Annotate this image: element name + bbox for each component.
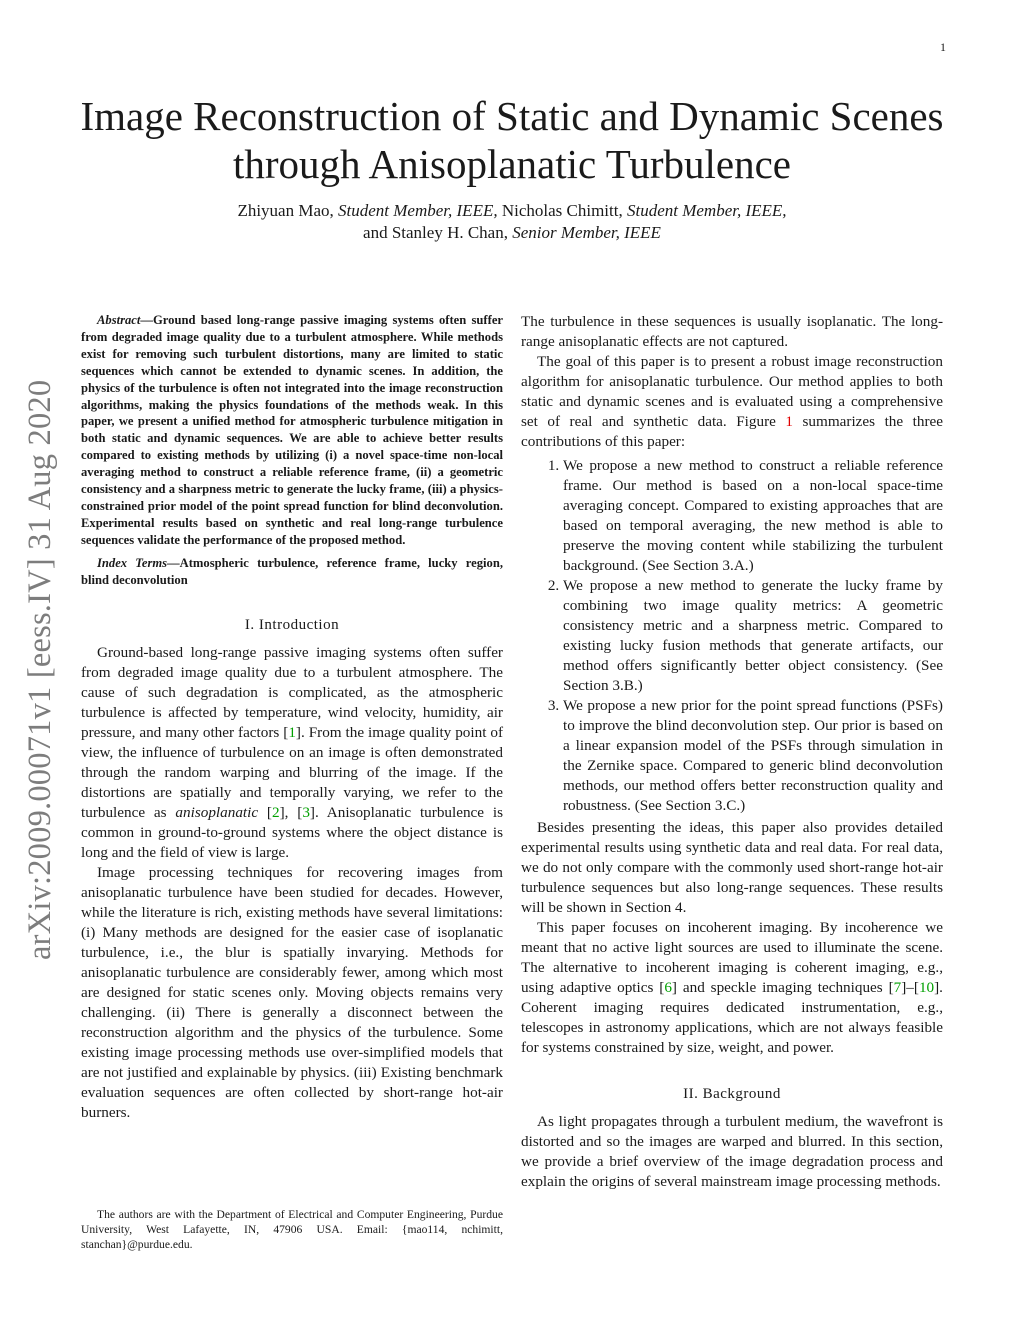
index-terms (81, 555, 503, 589)
intro-paragraph-4 (521, 352, 943, 452)
author-block (80, 200, 944, 244)
contribution-item: 2. We propose a new method to generate the lucky frame by combining two image quality metrics: A geometric consistency metric and a sharpness metric. Compared to existing lucky fusion methods that generate artifacts, our method offers significantly better object consistency. (See Section 3.B.) (563, 576, 943, 696)
emphasis: anisoplanatic (175, 803, 259, 821)
citation-link[interactable]: 10 (918, 979, 935, 996)
citation-link[interactable]: 7 (893, 979, 902, 996)
abstract (81, 312, 503, 549)
right-column (521, 312, 943, 1192)
author-line-2 (80, 222, 944, 244)
text-run: ]–[ (901, 979, 919, 996)
intro-paragraph-1 (81, 643, 503, 863)
author-footnote: The authors are with the Department of Electrical and Computer Engineering, Purdue University, West Lafayette, IN, 47906 USA. Email: {mao114, nchimitt, stanchan}@purdue.edu. (81, 1208, 503, 1251)
left-column (81, 312, 503, 1123)
citation-link[interactable]: 3 (302, 803, 310, 821)
figure-link[interactable]: 1 (785, 413, 793, 430)
text-run: ]. Coherent imaging requires dedicated instrumentation, e.g., telescopes in astronomy applications, which are not always feasible for systems constrained by size, weight, and power. (521, 979, 943, 1056)
text-run: ]. Anisoplanatic turbulence is common in ground-to-ground systems where the object distance is long and the field of view is large. (81, 803, 503, 861)
paper-title: Image Reconstruction of Static and Dynamic Scenes through Anisoplanatic Turbulence (80, 93, 944, 187)
index-terms-label: Index Terms (97, 555, 168, 570)
arxiv-stamp: arXiv:2009.00071v1 [eess.IV] 31 Aug 2020 (22, 379, 58, 960)
abstract-text: —Ground based long-range passive imaging systems often suffer from degraded image quality due to a turbulent atmosphere. While methods exist for removing such turbulent distortions, many are limited to static sequences which cannot be extended to dynamic scenes. In addition, the physics of the turbulence is often not integrated into the image reconstruction algorithms, making the physics foundations of the methods weak. In this paper, we present a unified method for atmospheric turbulence mitigation in both static and dynamic sequences. We are able to achieve better results compared to existing methods by utilizing (i) a novel space-time non-local averaging method to construct a reliable reference frame, (ii) a geometric consistency and a sharpness metric to generate the lucky frame, (iii) a physics-constrained prior model of the point spread function for blind deconvolution. Experimental results based on synthetic and real long-range turbulence sequences validate the performance of the proposed method. (81, 313, 503, 547)
author-name: Nicholas Chimitt, (497, 201, 627, 220)
author-role: Senior Member, IEEE (512, 223, 661, 242)
page-number: 1 (940, 40, 946, 54)
intro-paragraph-5: Besides presenting the ideas, this paper also provides detailed experimental results using synthetic data and real data. For real data, we do not only compare with the commonly used short-range hot-air turbulence sequences but also long-range sequences. These results will be shown in Section 4. (521, 819, 943, 916)
citation-link[interactable]: 6 (664, 979, 672, 996)
text-run: ], [ (279, 803, 303, 821)
author-line-1 (80, 200, 944, 222)
citation-link[interactable]: 1 (288, 723, 296, 741)
index-terms-text: —Atmospheric turbulence, reference frame, lucky region, blind deconvolution (81, 555, 504, 587)
text-run: [ (258, 803, 272, 821)
text-run: summarizes the three contributions of this paper: (521, 413, 943, 450)
citation-link[interactable]: 2 (271, 803, 280, 821)
intro-paragraph-3: The turbulence in these sequences is usually isoplanatic. The long-range anisoplanatic effects are not captured. (521, 313, 943, 350)
text-run: Ground-based long-range passive imaging systems often suffer from degraded image quality due to a turbulent atmosphere. The cause of such degradation is complicated, as the atmospheric turbulence is affected by temperature, wind velocity, humidity, air pressure, and many other factors [ (81, 643, 503, 741)
abstract-label: Abstract (97, 313, 141, 327)
intro-paragraph-2: Image processing techniques for recovering images from anisoplanatic turbulence have been studied for decades. However, while the literature is rich, existing methods have several limitations: (i) Many methods are designed for the easier case of isoplanatic turbulence, i.e., the blur is spatially invarying. Methods for anisoplanatic turbulence are considerably fewer, among which most are designed for static scenes only. Moving objects remains very challenging. (ii) There is generally a disconnect between the reconstruction algorithm and the physics of the turbulence. Some existing image processing methods use over-simplified models that are not justified and explainable by physics. (iii) Existing benchmark evaluation sequences are often collected by short-range hot-air burners. (81, 863, 503, 1121)
author-name: and Stanley H. Chan, (363, 223, 513, 242)
text-run: This paper focuses on incoherent imaging. By incoherence we meant that no active light sources are used to illuminate the scene. The alternative to incoherent imaging is coherent imaging, e.g., using adaptive optics [ (521, 919, 943, 996)
section-heading-background: II. Background (683, 1086, 781, 1102)
text-run: ]. From the image quality point of view, the influence of turbulence on an image is often demonstrated through the random warping and blurring of the image. If the distortions are spatially and temporally varying, we refer to the turbulence as (81, 723, 504, 821)
background-paragraph-1: As light propagates through a turbulent medium, the wavefront is distorted and so the images are warped and blurred. In this section, we provide a brief overview of the image degradation process and explain the origins of several mainstream image processing methods. (521, 1113, 943, 1190)
author-role: Student Member, IEEE, (338, 201, 498, 220)
intro-paragraph-6 (521, 918, 943, 1058)
text-run: ] and speckle imaging techniques [ (671, 979, 894, 996)
contribution-item: 3. We propose a new prior for the point spread functions (PSFs) to improve the blind deconvolution step. Our prior is based on a linear expansion model of the PSFs through simulation in the Zernike space. Compared to generic blind deconvolution methods, our method offers better reconstruction quality and robustness. (See Section 3.C.) (563, 696, 943, 816)
author-role: Student Member, IEEE, (626, 201, 787, 220)
author-name: Zhiyuan Mao, (237, 201, 339, 220)
contribution-item: 1. We propose a new method to construct a reliable reference frame. Our method is based on a non-local space-time averaging concept. Compared to existing approaches that are based on temporal averaging, the new method is able to preserve the moving content while stabilizing the turbulent background. (See Section 3.A.) (563, 456, 943, 576)
contributions-list (521, 456, 943, 816)
section-heading-introduction: I. Introduction (244, 616, 340, 633)
text-run: The goal of this paper is to present a robust image reconstruction algorithm for anisoplanatic turbulence. Our method applies to both static and dynamic scenes and is evaluated using a comprehensive set of real and synthetic data. Figure (521, 353, 943, 430)
